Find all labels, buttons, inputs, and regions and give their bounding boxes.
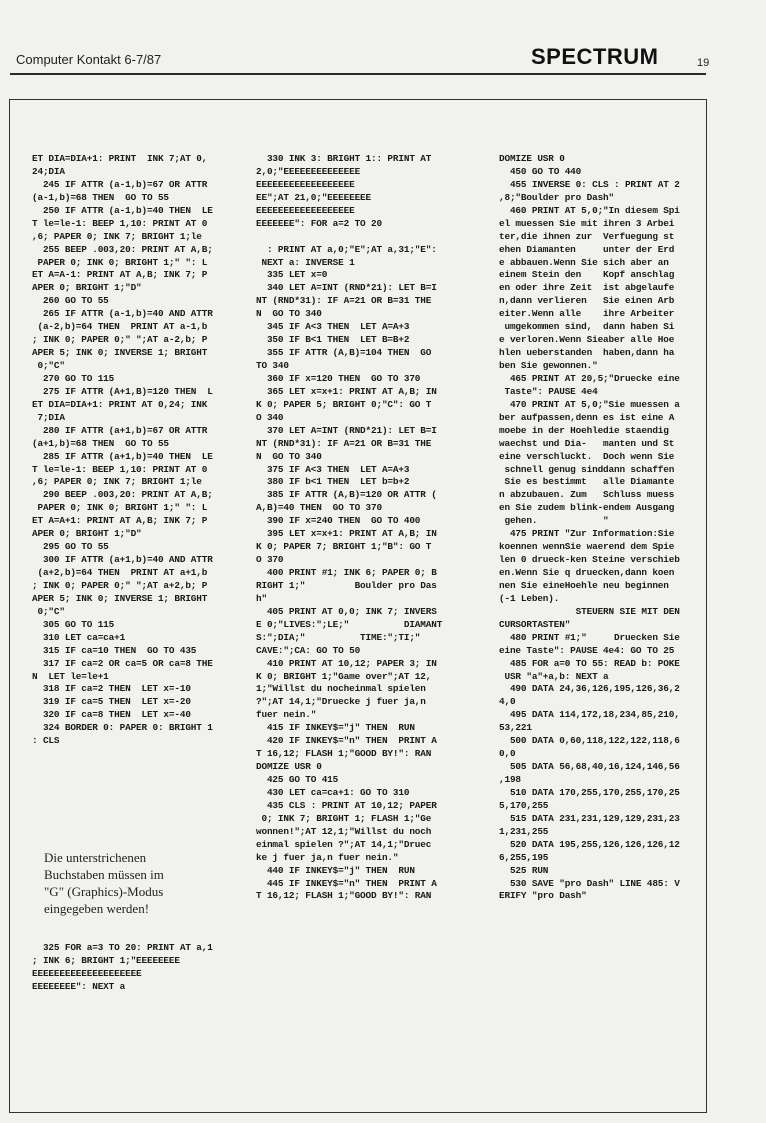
code-line: 255 BEEP .003,20: PRINT AT A,B; — [32, 243, 213, 255]
code-line: en.Wenn Sie q druecken,dann koen — [499, 567, 675, 578]
code-line: (a+1,b)=68 THEN GO TO 55 — [32, 437, 169, 449]
code-line: n,dann verlieren Sie einen Arb — [499, 295, 675, 307]
code-line: ET DIA=DIA+1: PRINT AT 0,24; INK — [32, 398, 208, 410]
code-line: K 0; PAPER 7; BRIGHT 1;"B": GO T — [256, 541, 432, 553]
code-line: 320 IF ca=8 THEN LET x=-40 — [32, 709, 191, 721]
code-line: 385 IF ATTR (A,B)=120 OR ATTR ( — [256, 489, 437, 501]
code-line: 345 IF A<3 THEN LET A=A+3 — [256, 321, 410, 333]
code-line: 1;"Willst du nocheinmal spielen — [256, 683, 426, 695]
graphics-mode-note — [44, 849, 219, 917]
code-line: : CLS — [32, 735, 60, 747]
code-line: 445 IF INKEY$="n" THEN PRINT A — [256, 877, 437, 889]
code-line: APER 5; INK 0; INVERSE 1; BRIGHT — [32, 347, 208, 359]
magazine-title: Computer Kontakt 6-7/87 — [16, 52, 162, 67]
code-line: 319 IF ca=5 THEN LET x=-20 — [32, 696, 191, 708]
code-line: einem Stein den Kopf anschlag — [499, 269, 675, 281]
code-line: 490 DATA 24,36,126,195,126,36,2 — [499, 683, 680, 695]
code-line: ke j fuer ja,n fuer nein." — [256, 851, 399, 863]
code-line: schnell genug sinddann schaffen — [499, 463, 675, 475]
code-line: 1,231,255 — [499, 825, 549, 837]
code-line: K 0; PAPER 5; BRIGHT 0;"C": GO T — [256, 398, 432, 410]
code-line: USR "a"+a,b: NEXT a — [499, 670, 609, 682]
code-line: 340 LET A=INT (RND*21): LET B=I — [256, 282, 437, 294]
code-line: ben Sie gewonnen." — [499, 360, 598, 371]
code-line: 440 IF INKEY$="j" THEN RUN — [256, 864, 415, 876]
code-line: 480 PRINT #1;" Druecken Sie — [499, 631, 680, 643]
code-line: DOMIZE USR 0 — [499, 153, 565, 164]
code-line: 500 DATA 0,60,118,122,122,118,6 — [499, 735, 680, 747]
code-line: ET A=A+1: PRINT AT A,B; INK 7; P — [32, 515, 208, 527]
code-line: 53,221 — [499, 722, 532, 734]
code-line: EEEEEEEE": NEXT a — [32, 980, 126, 992]
code-line: CAVE:";CA: GO TO 50 — [256, 644, 361, 656]
code-line: 350 IF B<1 THEN LET B=B+2 — [256, 334, 410, 346]
code-line: T le=le-1: BEEP 1,10: PRINT AT 0 — [32, 463, 208, 475]
code-line: en Sie zudem blink-endem Ausgang — [499, 502, 675, 514]
code-line: ET A=A-1: PRINT AT A,B; INK 7; P — [32, 269, 208, 281]
code-line: len 0 drueck-ken Steine verschieb — [499, 554, 680, 566]
code-line: 520 DATA 195,255,126,126,126,12 — [499, 838, 680, 850]
code-line: STEUERN SIE MIT DEN — [499, 605, 680, 617]
code-line: A,B)=40 THEN GO TO 370 — [256, 502, 382, 514]
code-line: einmal spielen ?";AT 14,1;"Druec — [256, 838, 432, 850]
code-line: NT (RND*31): IF A=21 OR B=31 THE — [256, 437, 432, 449]
listing-column-left-bottom — [32, 942, 213, 994]
code-line: 318 IF ca=2 THEN LET x=-10 — [32, 683, 191, 695]
code-line: 245 IF ATTR (a-1,b)=67 OR ATTR — [32, 178, 208, 190]
code-line: 390 IF x=240 THEN GO TO 400 — [256, 515, 421, 527]
code-line: ET DIA=DIA+1: PRINT INK 7;AT 0, — [32, 153, 208, 164]
code-line: CURSORTASTEN" — [499, 618, 571, 630]
section-title: SPECTRUM — [531, 44, 659, 69]
code-line: 265 IF ATTR (a-1,b)=40 AND ATTR — [32, 308, 213, 320]
code-line: Sie es bestimmt alle Diamante — [499, 476, 675, 488]
code-line: (-1 Leben). — [499, 592, 560, 604]
code-line: fuer nein." — [256, 709, 317, 721]
code-line: 475 PRINT "Zur Information:Sie — [499, 528, 675, 540]
code-line: 260 GO TO 55 — [32, 295, 109, 307]
code-line: ,198 — [499, 774, 521, 785]
code-line: 317 IF ca=2 OR ca=5 OR ca=8 THE — [32, 657, 213, 669]
code-line: O 340 — [256, 411, 284, 423]
code-line: ,6; PAPER 0; INK 7; BRIGHT 1;le — [32, 476, 202, 488]
code-line: 275 IF ATTR (A+1,B)=120 THEN L — [32, 385, 213, 397]
listing-column-middle — [256, 153, 442, 903]
code-line: N LET le=le+1 — [32, 670, 109, 682]
code-line: ; INK 6; BRIGHT 1;"EEEEEEEE — [32, 954, 180, 966]
note-line: Die unterstrichenen — [44, 850, 147, 865]
code-line: TO 340 — [256, 360, 289, 371]
code-line: eiter.Wenn alle ihre Arbeiter — [499, 308, 675, 320]
code-line: 355 IF ATTR (A,B)=104 THEN GO — [256, 347, 432, 359]
code-line: 450 GO TO 440 — [499, 165, 582, 177]
code-line: 415 IF INKEY$="j" THEN RUN — [256, 722, 415, 734]
code-line: 324 BORDER 0: PAPER 0: BRIGHT 1 — [32, 722, 213, 734]
code-line: ,8;"Boulder pro Dash" — [499, 191, 614, 203]
code-line: N GO TO 340 — [256, 308, 322, 320]
code-line: PAPER 0; INK 0; BRIGHT 1;" ": L — [32, 502, 208, 514]
code-line: O 370 — [256, 554, 284, 566]
code-line: koennen wennSie waerend dem Spie — [499, 541, 675, 553]
code-line: 420 IF INKEY$="n" THEN PRINT A — [256, 735, 437, 747]
code-line: N GO TO 340 — [256, 450, 322, 462]
code-line: 7;DIA — [32, 411, 65, 423]
code-line: 400 PRINT #1; INK 6; PAPER 0; B — [256, 567, 437, 578]
code-line: ber aufpassen,denn es ist eine A — [499, 411, 675, 423]
code-line: 405 PRINT AT 0,0; INK 7; INVERS — [256, 605, 437, 617]
code-line: 425 GO TO 415 — [256, 774, 339, 785]
code-line: 470 PRINT AT 5,0;"Sie muessen a — [499, 398, 680, 410]
code-line: 525 RUN — [499, 864, 549, 876]
code-line: 5,170,255 — [499, 799, 549, 811]
code-line: ehen Diamanten unter der Erd — [499, 243, 675, 255]
code-line: 290 BEEP .003,20: PRINT AT A,B; — [32, 489, 213, 501]
code-line: nen Sie eineHoehle neu beginnen — [499, 579, 669, 591]
note-line: eingegeben werden! — [44, 901, 150, 916]
code-line: 0;"C" — [32, 360, 65, 371]
code-line: EEEEEEE": FOR a=2 TO 20 — [256, 217, 382, 229]
code-line: APER 0; BRIGHT 1;"D" — [32, 282, 142, 294]
code-line — [256, 231, 442, 244]
code-line: ter,die ihnen zur Verfuegung st — [499, 230, 675, 242]
code-line: 505 DATA 56,68,40,16,124,146,56 — [499, 761, 680, 773]
code-line: eine Taste": PAUSE 4e4: GO TO 25 — [499, 644, 675, 656]
listing-column-right — [499, 153, 680, 903]
code-line: 295 GO TO 55 — [32, 541, 109, 553]
code-line: hlen ueberstanden haben,dann ha — [499, 347, 675, 359]
code-line: 435 CLS : PRINT AT 10,12; PAPER — [256, 799, 437, 811]
code-line: 0; INK 7; BRIGHT 1; FLASH 1;"Ge — [256, 812, 432, 824]
code-line: 365 LET x=x+1: PRINT AT A,B; IN — [256, 385, 437, 397]
code-line: 2,0;"EEEEEEEEEEEEEE — [256, 165, 361, 177]
code-line: DOMIZE USR 0 — [256, 761, 322, 773]
code-line: e verloren.Wenn Sieaber alle Hoe — [499, 334, 675, 346]
code-line: 485 FOR a=0 TO 55: READ b: POKE — [499, 657, 680, 669]
code-line: (a+2,b)=64 THEN PRINT AT a+1,b — [32, 567, 208, 578]
code-line: 310 LET ca=ca+1 — [32, 631, 126, 643]
code-line: 285 IF ATTR (a+1,b)=40 THEN LE — [32, 450, 213, 462]
code-line: ; INK 0; PAPER 0;" ";AT a+2,b; P — [32, 579, 208, 591]
code-line: EEEEEEEEEEEEEEEEEE — [256, 204, 355, 216]
code-line: (a-1,b)=68 THEN GO TO 55 — [32, 191, 169, 203]
code-line: 4,0 — [499, 696, 516, 708]
code-line: NEXT a: INVERSE 1 — [256, 256, 355, 268]
code-line: EEEEEEEEEEEEEEEEEE — [256, 178, 355, 190]
code-line: 250 IF ATTR (a-1,b)=40 THEN LE — [32, 204, 213, 216]
code-line: EE";AT 21,0;"EEEEEEEE — [256, 191, 371, 203]
code-line: 330 INK 3: BRIGHT 1:: PRINT AT — [256, 153, 432, 164]
note-line: "G" (Graphics)-Modus — [44, 884, 164, 899]
code-line: ; INK 0; PAPER 0;" ";AT a-2,b; P — [32, 334, 208, 346]
code-line: 360 IF x=120 THEN GO TO 370 — [256, 372, 421, 384]
code-line: 410 PRINT AT 10,12; PAPER 3; IN — [256, 657, 437, 669]
code-line: T 16,12; FLASH 1;"GOOD BY!": RAN — [256, 748, 432, 760]
listing-column-left — [32, 153, 213, 748]
code-line: eine verschluckt. Doch wenn Sie — [499, 450, 675, 462]
code-line: T le=le-1: BEEP 1,10: PRINT AT 0 — [32, 217, 208, 229]
code-line: waechst und Dia- manten und St — [499, 437, 675, 449]
code-line: 305 GO TO 115 — [32, 618, 115, 630]
code-line: 370 LET A=INT (RND*21): LET B=I — [256, 424, 437, 436]
code-line: APER 0; BRIGHT 1;"D" — [32, 528, 142, 540]
code-line: 455 INVERSE 0: CLS : PRINT AT 2 — [499, 178, 680, 190]
code-line: h" — [256, 592, 267, 604]
code-line: Taste": PAUSE 4e4 — [499, 385, 598, 397]
code-line: 325 FOR a=3 TO 20: PRINT AT a,1 — [32, 942, 213, 953]
code-line: 395 LET x=x+1: PRINT AT A,B; IN — [256, 528, 437, 540]
code-line: : PRINT AT a,0;"E";AT a,31;"E": — [256, 243, 437, 255]
code-line: (a-2,b)=64 THEN PRINT AT a-1,b — [32, 321, 208, 333]
code-line: 315 IF ca=10 THEN GO TO 435 — [32, 644, 197, 656]
code-line: el muessen Sie mit ihren 3 Arbei — [499, 217, 675, 229]
code-line: gehen. " — [499, 515, 609, 527]
code-line: 300 IF ATTR (a+1,b)=40 AND ATTR — [32, 554, 213, 566]
code-line: S:";DIA;" TIME:";TI;" — [256, 631, 421, 643]
code-line: ?";AT 14,1;"Druecke j fuer ja,n — [256, 696, 426, 708]
code-line: 495 DATA 114,172,18,234,85,210, — [499, 709, 680, 721]
code-line: K 0; BRIGHT 1;"Game over";AT 12, — [256, 670, 432, 682]
code-line: en oder ihre Zeit ist abgelaufe — [499, 282, 675, 294]
code-line: 430 LET ca=ca+1: GO TO 310 — [256, 786, 410, 798]
code-line: 380 IF b<1 THEN LET b=b+2 — [256, 476, 410, 488]
code-line: APER 5; INK 0; INVERSE 1; BRIGHT — [32, 592, 208, 604]
code-line: 0,0 — [499, 748, 516, 760]
header-rule — [10, 73, 706, 75]
code-line: moebe in der Hoehledie staendig — [499, 424, 669, 436]
code-line: EEEEEEEEEEEEEEEEEEEE — [32, 967, 142, 979]
code-line: 515 DATA 231,231,129,129,231,23 — [499, 812, 680, 824]
code-line: ,6; PAPER 0; INK 7; BRIGHT 1;le — [32, 230, 202, 242]
note-line: Buchstaben müssen im — [44, 867, 164, 882]
code-line: 24;DIA — [32, 165, 65, 177]
code-line: n abzubauen. Zum Schluss muess — [499, 489, 675, 501]
code-line: wonnen!";AT 12,1;"Willst du noch — [256, 825, 432, 837]
code-line: E 0;"LIVES:";LE;" DIAMANT — [256, 618, 443, 630]
code-line: 270 GO TO 115 — [32, 372, 115, 384]
code-line: umgekommen sind, dann haben Si — [499, 321, 675, 333]
code-line: 510 DATA 170,255,170,255,170,25 — [499, 786, 680, 798]
code-line: 375 IF A<3 THEN LET A=A+3 — [256, 463, 410, 475]
page-number: 19 — [697, 57, 710, 69]
code-line: 0;"C" — [32, 605, 65, 617]
code-line: PAPER 0; INK 0; BRIGHT 1;" ": L — [32, 256, 208, 268]
code-line: 335 LET x=0 — [256, 269, 328, 281]
code-line: ERIFY "pro Dash" — [499, 890, 587, 902]
code-line: 465 PRINT AT 20,5;"Druecke eine — [499, 372, 680, 384]
code-line: T 16,12; FLASH 1;"GOOD BY!": RAN — [256, 890, 432, 902]
code-line: 280 IF ATTR (a+1,b)=67 OR ATTR — [32, 424, 208, 436]
code-line: NT (RND*31): IF A=21 OR B=31 THE — [256, 295, 432, 307]
code-line: RIGHT 1;" Boulder pro Das — [256, 579, 437, 591]
code-line: 460 PRINT AT 5,0;"In diesem Spi — [499, 204, 680, 216]
code-line: e abbauen.Wenn Sie sich aber an — [499, 256, 669, 268]
code-line: 6,255,195 — [499, 851, 549, 863]
code-line: 530 SAVE "pro Dash" LINE 485: V — [499, 877, 680, 889]
